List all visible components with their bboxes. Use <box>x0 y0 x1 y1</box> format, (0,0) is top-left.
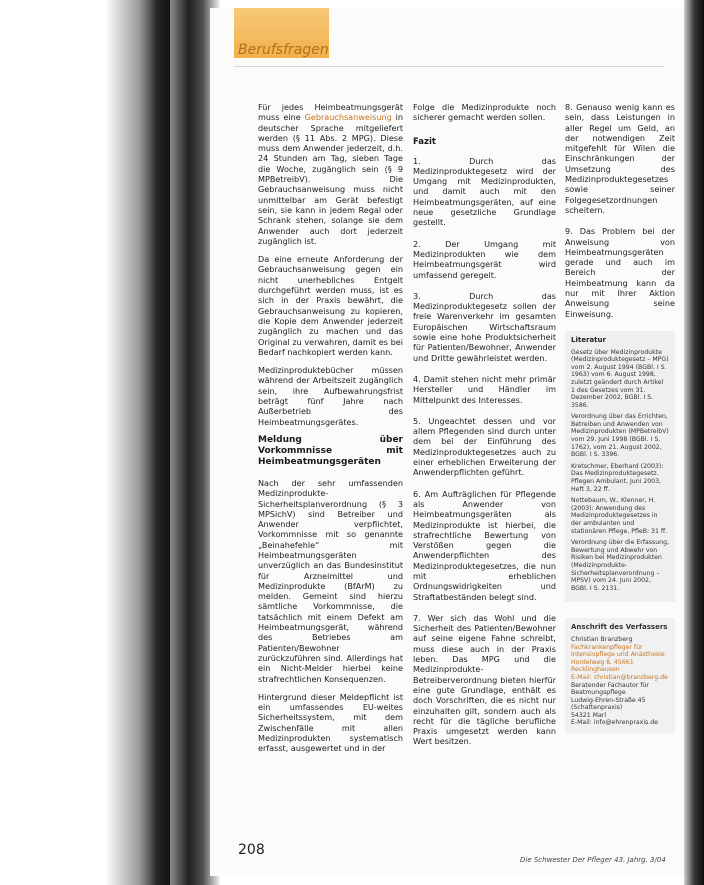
author-line: Beratender Fachautor für Beatmungspflege <box>571 681 649 697</box>
page-number: 208 <box>238 842 265 858</box>
text-column-3 <box>565 102 675 733</box>
author-line: Christian Branzberg <box>571 635 633 643</box>
fazit-point: 7. Wer sich das Wohl und die Sicherheit des Patienten/Bewohner auf seine eigene Fahne schreibt, muss diese auch in der Praxis leben. Das MPG und die Medizinprodukte-Betreiberverordnung bieten hierfür eine gute Grundlage, enthält es doch Vorschriften, die es nicht nur einzuhalten gilt, sondern auch als recht für die tägliche berufliche Praxis umgesetzt werden kann Wert besitzen. <box>413 612 556 747</box>
fazit-point: 8. Genauso wenig kann es sein, dass Leistungen in aller Regel um Geld, an der notwendigen Zeit mitgefehlt für Wilen die Einschränkungen der Umsetzung des Medizinproduktegesetzes sowie seiner Folgegesetzordnungen scheitern. <box>565 102 675 215</box>
journal-footer: Die Schwester Der Pfleger 43. Jahrg. 3/04 <box>520 856 666 864</box>
author-line: 54321 Marl <box>571 711 607 719</box>
fazit-point: 9. Das Problem bei der Anweisung von Heimbeatmungsgeräten gerade und auch im Bereich der Heimbeatmung kann da nur mit Ihrer Aktion Anweisung seine Einweisung. <box>565 226 675 319</box>
scan-left-shadow <box>0 0 170 885</box>
scan-right-edge <box>684 0 704 885</box>
paragraph: Folge die Medizinprodukte noch sicherer gemacht werden sollen. <box>413 102 556 123</box>
paragraph: Hintergrund dieser Meldepflicht ist ein umfassendes EU-weites Sicherheitssystem, mit dem Zwischenfälle mit allen Medizinprodukten systematisch erfasst, ausgewertet und in der <box>258 691 403 754</box>
fazit-point: 2. Der Umgang mit Medizinprodukten wie dem Heimbeatmungsgerät wird umfassend geregelt. <box>413 238 556 280</box>
document-page <box>210 8 684 876</box>
literature-entry: Verordnung über das Errichten, Betreiben und Anwenden von Medizinprodukten (MPBetreibV) vom 29. Juni 1998 (BGBl. I S. 1762), vom 21. August 2002, BGBl. I S. 3396. <box>571 413 669 459</box>
literature-entry: Gesetz über Medizinprodukte (Medizinproduktegesetz – MPG) vom 2. August 1994 (BGBl. I S. 1963) vom 6. August 1998, zuletzt geändert durch Artikel 1 des Gesetzes vom 31. Dezember 2002, BGBl. I S. 3586. <box>571 348 669 409</box>
paragraph: Medizinproduktebücher müssen während der Arbeitszeit zugänglich sein, ihre Aufbewahrungsfrist beträgt fünf Jahre nach Außerbetrieb des Heimbeatmungsgerätes. <box>258 365 403 427</box>
fazit-point: 5. Ungeachtet dessen und vor allem Pflegenden sind durch unter dem bei der Einführung des Medizinproduktegesetzes auch zu einer erheblichen Erweiterung der Anwenderpflichten geführt. <box>413 415 556 478</box>
text-column-2 <box>413 102 556 758</box>
author-box-title: Anschrift des Verfassers <box>571 623 668 632</box>
paragraph: Da eine erneute Anforderung der Gebrauchsanweisung gegen ein nicht unerhebliches Entgelt durchgeführt werden muss, ist es sich in der Praxis bewährt, die Gebrauchsanweisung zu kopieren, die Kopie dem Anwender jederzeit zugänglich zu machen und das Original zu verwahren, damit es bei Bedarf nachkopiert werden kann. <box>258 254 403 357</box>
fazit-heading: Fazit <box>413 136 436 147</box>
intro-text-start: Für jedes Heimbeatmungsgerät muss eine <box>258 102 403 123</box>
header-rule <box>234 66 664 67</box>
author-line: Ludwig-Ehren-Straße 45 (Schattenpraxis) <box>571 696 646 712</box>
author-line: Fachkrankenpfleger für Intensivpflege und Anästhesie <box>571 643 665 659</box>
text-column-1 <box>258 102 403 762</box>
author-email: E-Mail: christian@branzberg.de <box>571 673 668 681</box>
author-line: Hordelweg 8, 45661 Recklinghausen <box>571 658 634 674</box>
literature-box <box>565 331 675 602</box>
section-title: Berufsfragen <box>238 42 329 58</box>
highlight-term: Gebrauchsanweisung <box>304 112 392 123</box>
paragraph: Nach der sehr umfassenden Medizinprodukte-Sicherheitsplanverordnung (§ 3 MPSichV) sind Betreiber und Anwender verpflichtet, Vorkommnisse mit so genannte „Beinahefehle“ mit Heimbeatmungsgeräten unverzüglich an das Bundesinstitut für Arzneimittel und Medizinprodukte (BfArM) zu melden. Gemeint sind hierzu sämtliche Vorkommnisse, die tatsächlich mit einem Defekt am Heimbeatmungsgerät, während des Betriebes am Patienten/Bewohner zurückzuführen sind. Allerdings hat ein Nicht-Melder hierbei keine strafrechtlichen Konsequenzen. <box>258 477 403 684</box>
intro-paragraph <box>258 102 403 246</box>
author-email: E-Mail: info@ehrenpraxis.de <box>571 719 658 727</box>
literature-entry: Verordnung über die Erfassung, Bewertung und Abwehr von Risiken bei Medizinprodukten (Medizinprodukte-Sicherheitsplanverordnung – MPSV) vom 24. Juni 2002, BGBl. I S. 2131. <box>571 539 669 592</box>
subheading: Meldung über Vorkommnisse mit Heimbeatmungsgeräten <box>258 434 403 467</box>
literature-entry: Kretschmer, Eberhard (2003): Das Medizinproduktegesetz. Pflegen Ambulant, Juni 2003, Heft 3, 22 ff. <box>571 462 664 493</box>
fazit-point: 4. Damit stehen nicht mehr primär Hersteller und Händler im Mittelpunkt des Interesses. <box>413 373 556 405</box>
fazit-point: 3. Durch das Medizinproduktegesetz sollen der freie Warenverkehr im gesamten Europäischen Wirtschaftsraum sowie eine hohe Produktsicherheit für Patienten/Bewohner, Anwender und Dritte gewährleistet werden. <box>413 290 556 363</box>
literature-entry: Nottebaum, W., Klenner, H. (2003): Anwendung des Medizinproduktegesetzes in der ambulanten und stationären Pflege, PfleB: 31 ff. <box>571 497 668 535</box>
fazit-point: 6. Am Aufträglichen für Pflegende als Anwender von Heimbeatmungsgeräten als Medizinprodukte ist hierbei, die strafrechtliche Bewertung von Verstößen gegen die Anwenderpflichten des Medizinproduktegesetzes, die nun mit erheblichen Ordnungswidrigkeiten und Straftatbeständen belegt sind. <box>413 488 556 602</box>
fazit-point: 1. Durch das Medizinproduktegesetz wird der Umgang mit Medizinprodukten, und damit auch mit den Heimbeatmungsgeräten, auf eine neue gesetzliche Grundlage gestellt. <box>413 155 556 228</box>
author-address-box <box>565 618 675 733</box>
literature-title: Literatur <box>571 335 606 344</box>
intro-text-end: in deutscher Sprache mitgeliefert werden (§ 11 Abs. 2 MPG). Diese muss dem Anwender jederzeit, d.h. 24 Stunden am Tag, sieben Tage die Woche, zugänglich sein (§ 9 MPBetreibV). Die Gebrauchsanweisung muss nicht unmittelbar am Gerät befestigt sein, sie kann in jedem Regal oder Schrank stehen, solange sie dem Anwender auch dort jederzeit zugänglich ist. <box>258 112 404 246</box>
